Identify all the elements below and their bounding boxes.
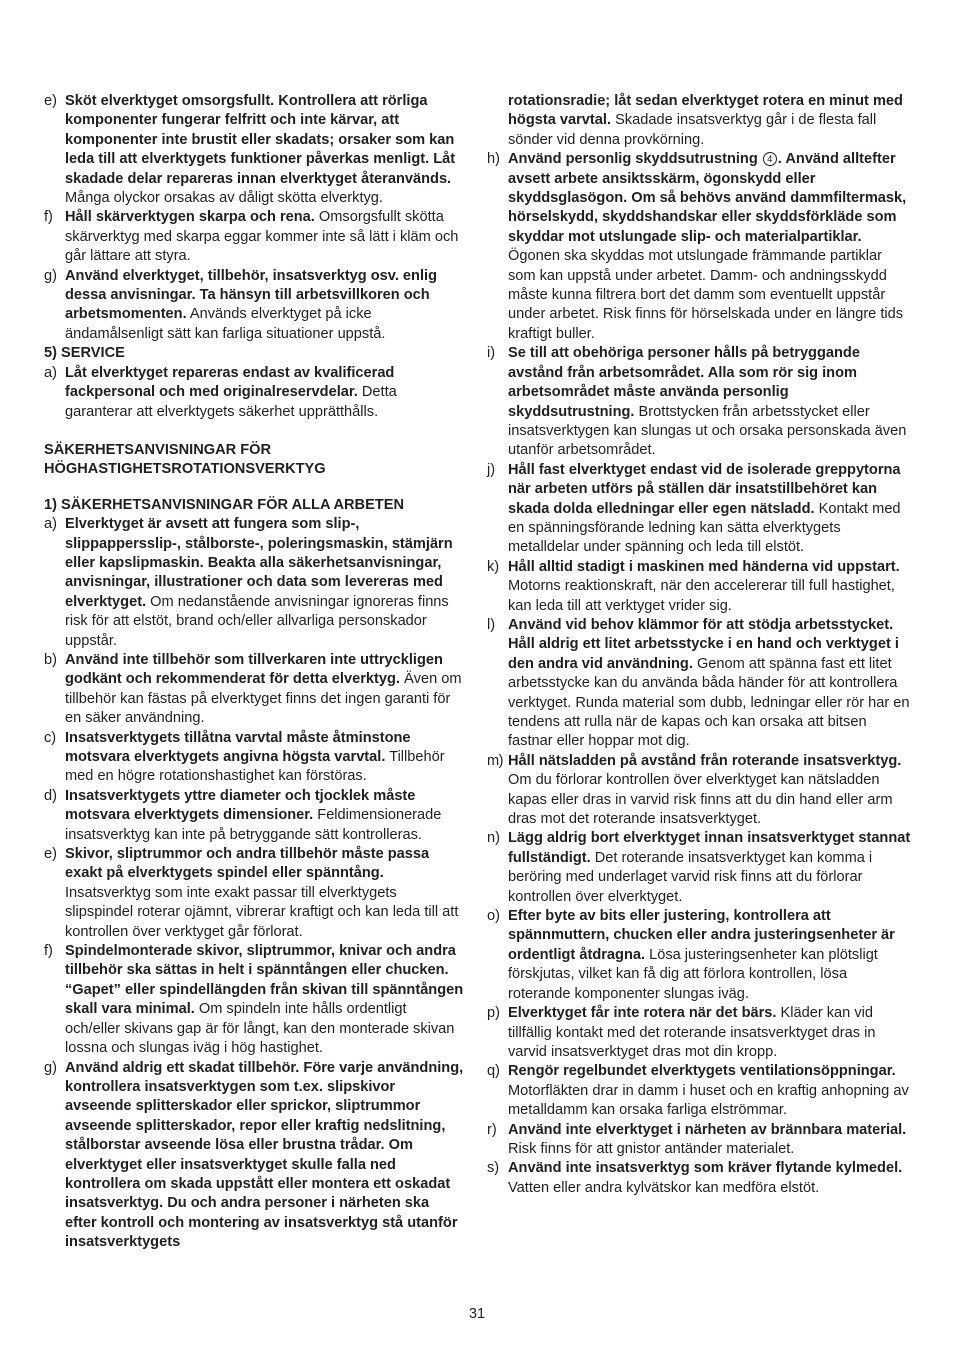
- item-text: Om du förlorar kontrollen över elverktyget kan nätsladden kapas eller dras in varvid risk finns att du din hand eller arm dras mot det roterande insatsverktyget.: [508, 772, 893, 828]
- item-text: Kontakt med en spänningsförande ledning kan sätta elverktygets metalldelar under spänning och leda till elstöt.: [508, 500, 901, 556]
- item-text: Skadade insatsverktyg går i de flesta fall sönder vid denna provkörning.: [508, 112, 877, 148]
- item-label: l): [487, 616, 496, 633]
- item-bold-text: Låt elverktyget repareras endast av kvalificerad fackpersonal och med originalreservdelar.: [65, 364, 395, 401]
- left-column: [44, 92, 464, 1253]
- item-bold-text: Håll nätsladden på avstånd från roterande insatsverktyg.: [508, 752, 902, 769]
- item-text: Om spindeln inte hålls ordentligt och/eller skivans gap är för långt, kan den monterade skivan lossna och slungas iväg i hög hastighet.: [65, 1001, 455, 1057]
- page-number: 31: [468, 1306, 486, 1322]
- figure-reference-icon: 4: [763, 152, 777, 166]
- rule-j: [487, 461, 911, 558]
- item-label: c): [44, 729, 57, 746]
- item-bold-text: Efter byte av bits eller justering, kontrollera att spännmuttern, chucken eller andra justeringsenheter är ordentligt åtdragna.: [508, 908, 895, 963]
- item-text: Många olyckor orsakas av dåligt skötta elverktyg.: [65, 190, 383, 207]
- rule-l: [487, 616, 911, 752]
- item-text: Lösa justeringsenheter kan plötsligt förskjutas, vilket kan få dig att förlora kontrollen, lösa roterande komponenter slungas iväg.: [508, 946, 878, 1002]
- rule-b: [44, 651, 464, 729]
- item-label: h): [487, 151, 500, 168]
- rule-o: [487, 907, 911, 1004]
- item-label: d): [44, 787, 57, 804]
- item-label: o): [487, 908, 500, 925]
- rule-s: [487, 1159, 911, 1198]
- item-bold-text: Håll skärverktygen skarpa och rena.: [65, 209, 315, 226]
- item-text: Motorfläkten drar in damm i huset och en kraftig anhopning av metalldamm kan orsaka farliga elströmmar.: [508, 1082, 909, 1119]
- rule-k: [487, 558, 911, 616]
- item-bold-text: rotationsradie; låt sedan elverktyget rotera en minut med högsta varvtal.: [508, 93, 903, 129]
- item-text: Används elverktyget på icke ändamålsenligt sätt kan farliga situationer uppstå.: [65, 306, 386, 342]
- item-text: Brottstycken från arbetsstycket eller insatsverktygen kan slungas ut och orsaka personskada även utanför arbetsområdet.: [508, 403, 907, 459]
- item-bold-text: . Använd alltefter avsett arbete ansiktsskärm, ögonskydd eller skyddsglasögon. Om så behövs använd dammfiltermask, hörselskydd, skyddshandskar eller skyddsförkläde som skyddar mot utslungade slip- och materialpartiklar.: [508, 151, 907, 245]
- rule-d: [44, 787, 464, 845]
- service-heading: 5) SERVICE: [44, 345, 125, 362]
- item-text: Detta garanterar att elverktygets säkerhet upprätthålls.: [65, 384, 397, 420]
- item-text: Risk finns för att gnistor antänder materialet.: [508, 1140, 795, 1157]
- item-bold-text: Elverktyget är avsett att fungera som slip-, slippappersslip-, stålborste-, poleringsmaskin, stämjärn eller kapslipmaskin. Beakta alla säkerhetsanvisningar, anvisningar, illustrationer och data som levereras med elverktyget.: [65, 516, 453, 610]
- item-bold-text: Elverktyget får inte rotera när det bärs.: [508, 1005, 777, 1022]
- item-bold-text: Rengör regelbundet elverktygets ventilationsöppningar.: [508, 1063, 896, 1080]
- item-bold-text: Använd aldrig ett skadat tillbehör. Före varje användning, kontrollera insatsverktygen som t.ex. slipskivor avseende splitterskador eller sprickor, sliptrummor avseende splitterskador, repor eller kraftig nedslitning, stålborstar avseende lösa eller brustna trådar. Om elverktyget eller insatsverktyget skulle falla ned kontrollera om skada uppstått eller montera ett oskadat insatsverktyg. Du och andra personer i närheten ska efter kontroll och montering av insatsverktyg stå utanför insatsverktygets: [65, 1059, 464, 1251]
- rule-g-continued: [487, 92, 911, 150]
- item-label: n): [487, 830, 500, 847]
- rule-r: [487, 1121, 911, 1160]
- item-label: k): [487, 558, 500, 575]
- item-label: r): [487, 1121, 497, 1138]
- rule-h: [487, 150, 911, 344]
- item-bold-text: Sköt elverktyget omsorgsfullt. Kontrollera att rörliga komponenter fungerar felfritt och inte kärvar, att komponenter inte brustit eller skadats; orsaker som kan leda till att elverktygets funktioner påverkas menligt. Låt skadade delar repareras innan elverktyget återanvänds.: [65, 93, 456, 187]
- item-text: Vatten eller andra kylvätskor kan medföra elstöt.: [508, 1179, 820, 1196]
- item-label: m): [487, 752, 504, 769]
- item-label: e): [44, 846, 57, 863]
- item-text: Omsorgsfullt skötta skärverktyg med skarpa eggar kommer inte så lätt i kläm och går lättare att styra.: [65, 209, 459, 265]
- item-label: g): [44, 267, 57, 284]
- item-label: q): [487, 1063, 500, 1080]
- item-label: f): [44, 209, 53, 226]
- item-label: p): [487, 1005, 500, 1022]
- rule-i: [487, 344, 911, 460]
- item-label: g): [44, 1059, 57, 1076]
- item-bold-text: Skivor, sliptrummor och andra tillbehör måste passa exakt på elverktygets spindel eller spänntång.: [65, 846, 430, 882]
- item-text: Det roterande insatsverktyget kan komma i beröring med underlaget varvid risk finns att du förlorar kontrollen över elverktyget.: [508, 849, 873, 905]
- rule-g: [44, 1059, 464, 1253]
- item-bold-text: Håll fast elverktyget endast vid de isolerade greppytorna när arbeten utförs på ställen där insatstillbehöret kan skada dolda elledningar eller egen nätsladd.: [508, 461, 901, 517]
- subsection-title: 1) SÄKERHETSANVISNINGAR FÖR ALLA ARBETEN: [44, 496, 404, 513]
- item-label: b): [44, 651, 57, 668]
- item-text: Tillbehör med en högre rotationshastighet kan förstöras.: [65, 749, 445, 785]
- item-bold-text: Lägg aldrig bort elverktyget innan insatsverktyget stannat fullständigt.: [508, 830, 911, 866]
- item-text: Även om tillbehör kan fästas på elverktyget finns det ingen garanti för en säker användning.: [65, 671, 462, 727]
- service-a: [44, 364, 464, 422]
- item-text: Kläder kan vid tillfällig kontakt med det roterande insatsverktyget dras in varvid insatsverktyget dras mot din kropp.: [508, 1005, 876, 1060]
- item-text: Motorns reaktionskraft, när den accelererar till full hastighet, kan leda till att verktyget vrider sig.: [508, 578, 895, 614]
- item-bold-text: Använd vid behov klämmor för att stödja arbetsstycket. Håll aldrig ett litet arbetsstycke i en hand och verktyget i den andra vid användning.: [508, 616, 899, 672]
- item-text: Ögonen ska skyddas mot utslungade främmande partiklar som kan uppstå under arbetet. Damm- och andningsskydd måste kunna filtrera bort det damm som eventuellt uppstår under arbetet. Risk finns för hörselskada under en längre tids kraftigt buller.: [508, 248, 904, 342]
- item-bold-text: Använd elverktyget, tillbehör, insatsverktyg osv. enlig dessa anvisningar. Ta hänsyn till arbetsvillkoren och arbetsmomenten.: [65, 267, 437, 323]
- instruction-e-care: [44, 92, 464, 208]
- item-bold-text: Använd personlig skyddsutrustning: [508, 151, 762, 168]
- section-title-line-2: HÖGHASTIGHETSROTATIONSVERKTYG: [44, 461, 326, 478]
- item-label: i): [487, 345, 496, 362]
- instruction-f-sharp: [44, 208, 464, 266]
- item-label: a): [44, 364, 57, 381]
- item-bold-text: Använd inte tillbehör som tillverkaren inte uttryckligen godkänt och rekommenderat för detta elverktyg.: [65, 651, 443, 688]
- item-bold-text: Spindelmonterade skivor, sliptrummor, knivar och andra tillbehör ska sättas in helt i spänntången eller chucken. “Gapet” eller spindellängden från skivan till spänntången skall vara minimal.: [65, 943, 464, 1018]
- item-bold-text: Använd inte insatsverktyg som kräver flytande kylmedel.: [508, 1160, 903, 1177]
- item-label: a): [44, 516, 57, 533]
- rule-q: [487, 1062, 911, 1120]
- instruction-g-usage: [44, 267, 464, 345]
- item-bold-text: Insatsverktygets yttre diameter och tjocklek måste motsvara elverktygets dimensioner.: [65, 787, 416, 824]
- rule-p: [487, 1004, 911, 1062]
- section-title-line-1: SÄKERHETSANVISNINGAR FÖR: [44, 441, 272, 458]
- rule-n: [487, 829, 911, 907]
- rule-c: [44, 729, 464, 787]
- rule-f: [44, 942, 464, 1058]
- item-text: Insatsverktyg som inte exakt passar till elverktygets slipspindel roterar ojämnt, vibrerar kraftigt och kan leda till att kontrollen över verktyget går förlorat.: [65, 884, 459, 940]
- rule-m: [487, 752, 911, 830]
- item-bold-text: Insatsverktygets tillåtna varvtal måste åtminstone motsvara elverktygets angivna högsta varvtal.: [65, 729, 411, 765]
- item-bold-text: Håll alltid stadigt i maskinen med händerna vid uppstart.: [508, 558, 900, 575]
- item-bold-text: Använd inte elverktyget i närheten av brännbara material.: [508, 1121, 907, 1138]
- item-label: s): [487, 1160, 500, 1177]
- rule-a: [44, 515, 464, 651]
- item-text: Genom att spänna fast ett litet arbetsstycke kan du använda båda händer för att kontrollera verktyget. Runda material som dubb, ledningar eller rör har en tendens att rulla när de kapas och kan orsaka att bitsen fastnar eller hoppar mot dig.: [508, 655, 910, 750]
- item-text: Feldimensionerade insatsverktyg kan inte på betryggande sätt kontrolleras.: [65, 807, 442, 843]
- item-bold-text: Se till att obehöriga personer hålls på betryggande avstånd från arbetsområdet. Alla som rör sig inom arbetsområdet måste använda personlig skyddsutrustning.: [508, 345, 860, 420]
- item-text: Om nedanstående anvisningar ignoreras finns risk för att elstöt, brand och/eller allvarliga personskador uppstår.: [65, 593, 449, 649]
- item-label: j): [487, 461, 496, 478]
- rule-e: [44, 845, 464, 942]
- right-column: [487, 92, 911, 1198]
- item-label: e): [44, 93, 57, 109]
- item-label: f): [44, 943, 53, 960]
